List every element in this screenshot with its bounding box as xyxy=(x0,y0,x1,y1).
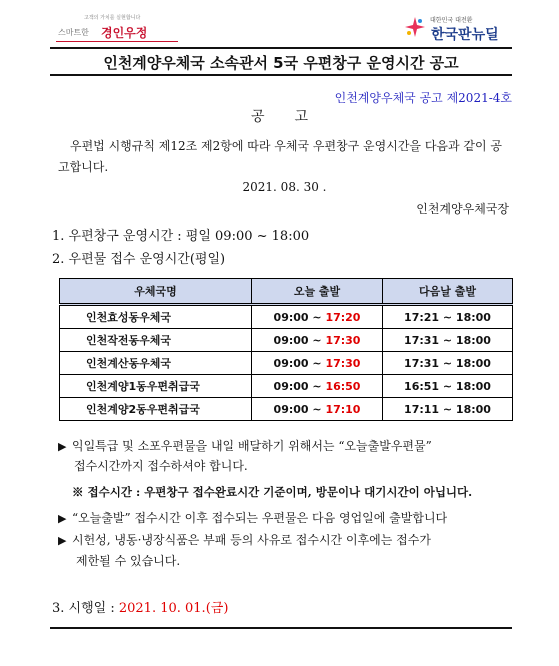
korean-new-deal-logo xyxy=(404,14,514,44)
today-cutoff: 16:50 xyxy=(325,379,361,393)
today-start: 09:00 ~ xyxy=(273,310,326,324)
today-cutoff: 17:30 xyxy=(325,333,361,347)
today-departure xyxy=(252,352,383,375)
today-departure xyxy=(252,329,383,352)
logo-new-deal-text: 한국판뉴딜 xyxy=(431,27,499,43)
office-name: 인천계양2동우편취급국 xyxy=(60,398,252,421)
today-cutoff: 17:30 xyxy=(325,356,361,370)
office-name: 인천작전동우체국 xyxy=(60,329,252,352)
notice-paragraph: 우편법 시행규칙 제12조 제2항에 따라 우체국 우편창구 운영시간을 다음과 같이 공고합니다. xyxy=(58,139,502,174)
table-row xyxy=(60,329,513,352)
bullet-next-business-day xyxy=(58,508,513,529)
today-departure xyxy=(252,375,383,398)
bullet-perishable-note-cont: 제한될 수 있습니다. xyxy=(76,554,181,568)
today-start: 09:00 ~ xyxy=(273,402,326,416)
next-day-departure: 17:11 ~ 18:00 xyxy=(383,398,513,421)
title-bottom-rule xyxy=(50,74,512,76)
table-row xyxy=(60,305,513,329)
today-departure xyxy=(252,305,383,329)
next-day-departure: 17:21 ~ 18:00 xyxy=(383,305,513,329)
logo-slogan: 대한민국 대전환 xyxy=(430,17,473,24)
today-cutoff: 17:20 xyxy=(325,310,361,324)
bullet-perishable-note xyxy=(58,530,513,551)
notice-heading: 공고 xyxy=(250,109,339,125)
logo-tagline: 고객의 가치를 실현합니다 xyxy=(84,15,141,21)
notice-date: 2021. 08. 30 . xyxy=(242,180,327,194)
header-today: 오늘 출발 xyxy=(252,279,383,305)
today-departure xyxy=(252,398,383,421)
bullet-marker-icon: ▶ xyxy=(58,440,67,453)
title-top-rule xyxy=(50,47,512,49)
today-cutoff: 17:10 xyxy=(325,402,361,416)
next-day-departure: 17:31 ~ 18:00 xyxy=(383,352,513,375)
next-day-departure: 17:31 ~ 18:00 xyxy=(383,329,513,352)
enforcement-date-line xyxy=(52,597,228,616)
acceptance-time-note: ※ 접수시간 : 우편창구 접수완료시간 기준이며, 방문이나 대기시간이 아닙니다. xyxy=(72,485,473,499)
table-header-row xyxy=(60,279,513,305)
table-row xyxy=(60,375,513,398)
kyeongin-post-logo xyxy=(50,14,190,44)
bullet-text: 시헌성, 냉동·냉장식품은 부패 등의 사유로 접수시간 이후에는 접수가 xyxy=(72,533,431,547)
bullet-express-note-cont: 접수시간까지 접수하셔야 합니다. xyxy=(74,459,248,473)
bullet-marker-icon: ▶ xyxy=(58,534,67,547)
page-title: 인천계양우체국 소속관서 5국 우편창구 운영시간 공고 xyxy=(103,54,459,72)
document-number: 인천계양우체국 공고 제2021-4호 xyxy=(334,91,512,105)
header-office: 우체국명 xyxy=(60,279,252,305)
new-deal-star-icon xyxy=(404,16,426,38)
section-acceptance-hours: 2. 우편물 접수 운영시간(평일) xyxy=(52,252,226,267)
bullet-express-note xyxy=(58,436,513,457)
hours-table xyxy=(59,278,513,421)
office-name: 인천계산동우체국 xyxy=(60,352,252,375)
bullet-text: 익일특급 및 소포우편물을 내일 배달하기 위해서는 “오늘출발우편물” xyxy=(72,439,432,453)
today-start: 09:00 ~ xyxy=(273,333,326,347)
logo-underline xyxy=(56,41,178,42)
today-start: 09:00 ~ xyxy=(273,356,326,370)
office-name: 인천효성동우체국 xyxy=(60,305,252,329)
logo-brand-text: 경인우정 xyxy=(101,26,148,40)
office-name: 인천계양1동우편취급국 xyxy=(60,375,252,398)
section-counter-hours: 1. 우편창구 운영시간 : 평일 09:00 ~ 18:00 xyxy=(52,229,310,244)
bullet-marker-icon: ▶ xyxy=(58,512,67,525)
notice-issuer: 인천계양우체국장 xyxy=(416,202,509,216)
today-start: 09:00 ~ xyxy=(273,379,326,393)
next-day-departure: 16:51 ~ 18:00 xyxy=(383,375,513,398)
bullet-text: “오늘출발” 접수시간 이후 접수되는 우편물은 다음 영업일에 출발합니다 xyxy=(72,511,448,525)
enforcement-date: 2021. 10. 01.(금) xyxy=(118,601,229,616)
table-row xyxy=(60,398,513,421)
table-row xyxy=(60,352,513,375)
logo-smart-text: 스마트한 xyxy=(58,28,89,37)
enforcement-label: 3. 시행일 : xyxy=(52,601,119,616)
header-next-day: 다음날 출발 xyxy=(383,279,513,305)
bottom-rule xyxy=(50,627,512,629)
